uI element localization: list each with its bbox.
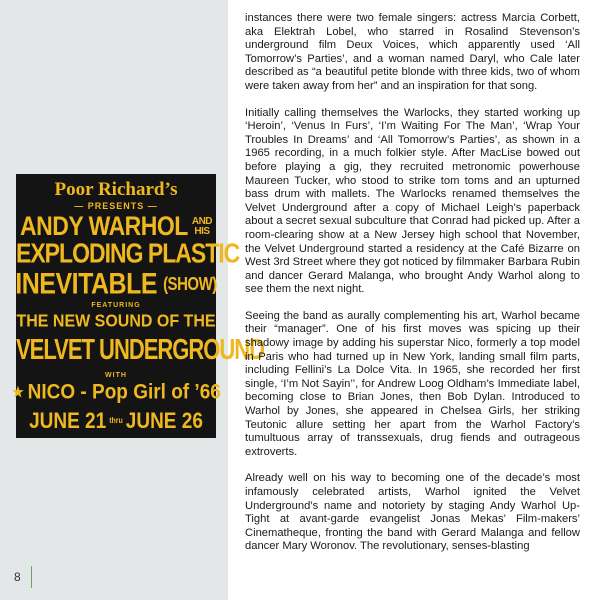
paragraph: Initially calling themselves the Warlocks, they started working up ‘Heroin’, ‘Venus In Furs’, ‘I’m Waiting For The Man’, ‘Wrap Your Troubles In Dreams’ and ‘All Tomorrow’s Parties’, as shown in a 1965 recording, in a much folkier style. After MacLise bowed out before playing a gig, they recruited metronomic powerhouse Maureen Tucker, who stood to strike tom toms and an upturned bass drum with mallets. The Warlocks renamed themselves the Velvet Underground after a copy of Michael Leigh’s paperback about a secret sexual subculture that Conrad had picked up. After a room-clearing show at a New Jersey high school that November, the Velvet Underground started a residency at the Café Bizarre on West 3rd Street where they got noticed by filmmaker Barbara Rubin and dancer Gerard Malanga, who brought Andy Warhol along to see them the next night. — [245, 106, 580, 296]
poster-show-line-2: INEVITABLE — [15, 267, 158, 301]
poster-show-line-2-row — [15, 267, 217, 301]
poster-headliner: ANDY WARHOL — [19, 210, 188, 241]
paragraph: Seeing the band as aurally complementing his art, Warhol became their “manager”. One of his first moves was spicing up their shadowy image by adding his superstar Nico, formerly a top model in Paris who had turned up in New York, landing small film parts, including Fellini’s La Dolce Vita. In 1965, she recorded her first single, ‘I’m Not Sayin’’, for Andrew Loog Oldham’s Immediate label, becoming close to Brian Jones, then Bob Dylan. Introduced to Warhol by Jones, she appeared in Chelsea Girls, her striking Teutonic allure setting her apart from the Warhol Factory’s tumultuous array of transsexuals, drug fiends and outrageous extroverts. — [245, 309, 580, 458]
poster-with: WITH — [105, 372, 127, 379]
page-divider — [31, 566, 32, 588]
poster-nico-row — [11, 380, 221, 405]
poster-featuring: FEATURING — [91, 302, 141, 309]
poster-nico: NICO - Pop Girl of ’66 — [27, 380, 221, 405]
poster-presents: — PRESENTS — — [74, 201, 158, 211]
poster-headliner-row — [16, 210, 216, 241]
paragraph: instances there were two female singers: actress Marcia Corbett, aka Elektrah Lobel, who starred in Rosalind Stevenson’s underground film Deux Voices, which apparently used ‘All Tomorrow’s Parties’, and a woman named Daryl, who Cale later described as “a beautiful petite blonde with three kids, two of whom were taken away from her” and an inspiration for that song. — [245, 12, 580, 92]
concert-poster — [11, 174, 265, 438]
left-panel — [0, 0, 265, 600]
poster-show-word: (SHOW) — [163, 274, 217, 295]
poster-date-end: JUNE 26 — [125, 409, 203, 434]
poster-new-sound: THE NEW SOUND OF THE — [16, 312, 216, 331]
star-icon: ★ — [11, 383, 25, 402]
poster-band: VELVET UNDERGROUND — [16, 333, 265, 366]
poster-and-his: AND HIS — [191, 215, 213, 237]
article-body — [245, 12, 580, 567]
poster-venue: Poor Richard’s — [54, 179, 178, 200]
page-number: 8 — [14, 570, 21, 584]
poster-date-start: JUNE 21 — [29, 409, 107, 434]
poster-dates — [16, 411, 216, 433]
poster-date-thru: thru — [109, 417, 123, 426]
paragraph: Already well on his way to becoming one of the decade’s most infamously celebrated artists, Warhol ignited the Velvet Underground’s name and notoriety by staging Andy Warhol Up-Tight at avant-garde evangelist Jonas Mekas’ Film-makers’ Cinematheque, fronting the band with Gerard Malanga and fellow dancer Mary Woronov. The revolutionary, senses-blasting — [245, 472, 580, 553]
poster-show-line-1: EXPLODING PLASTIC — [16, 237, 240, 269]
